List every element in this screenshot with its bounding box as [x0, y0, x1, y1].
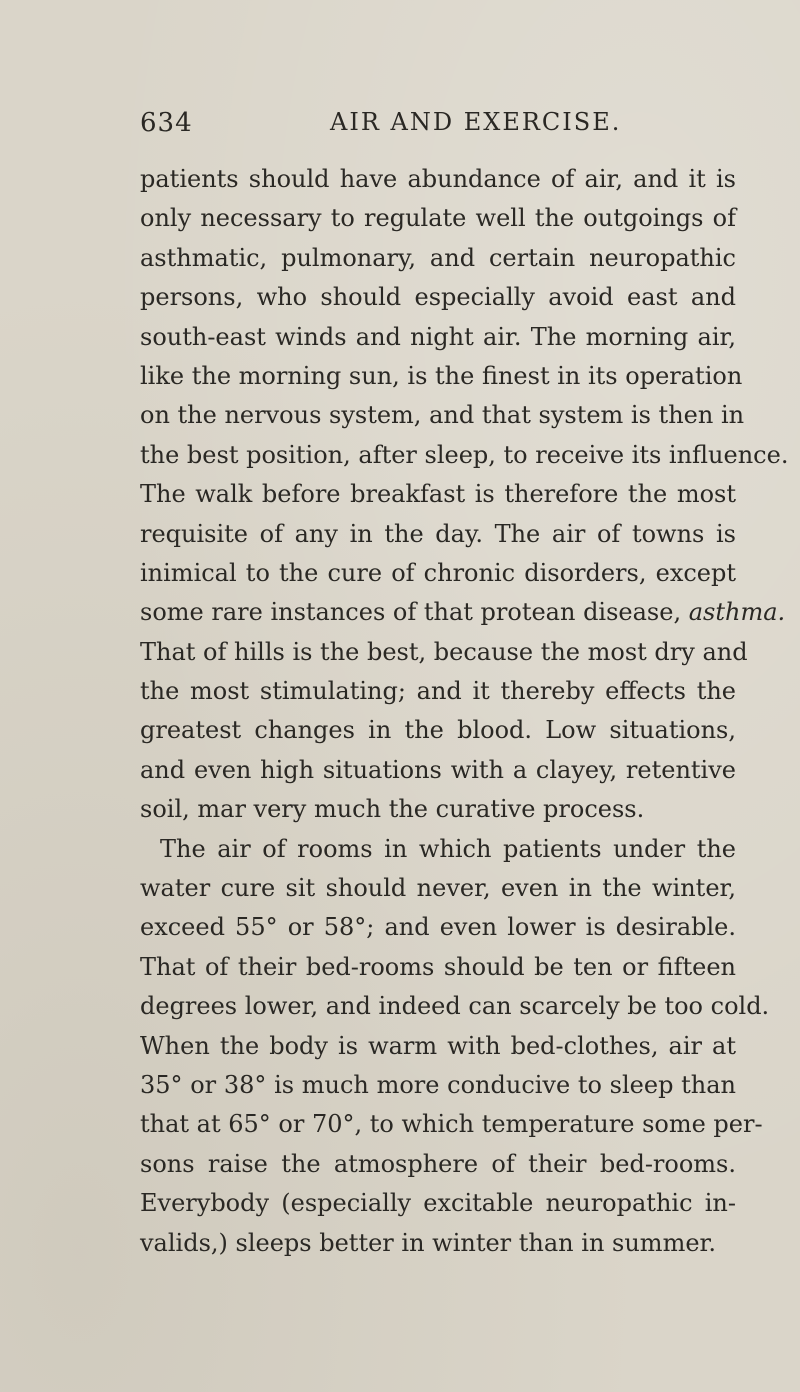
text-line-with-italic	[140, 593, 786, 632]
text-line: asthmatic, pulmonary, and certain neuropathic	[140, 243, 736, 272]
text-line: only necessary to regulate well the outgoings of	[140, 204, 736, 233]
text-line: like the morning sun, is the finest in its operation	[140, 361, 743, 390]
text-line: that at 65° or 70°, to which temperature some per-	[140, 1110, 763, 1139]
body-text	[140, 160, 789, 1263]
paragraph-start-line: The air of rooms in which patients under the	[160, 834, 736, 863]
text-line: When the body is warm with bed-clothes, air at	[140, 1031, 736, 1060]
text-line: exceed 55° or 58°; and even lower is desirable.	[140, 913, 736, 942]
text-line: Everybody (especially excitable neuropathic in-	[140, 1189, 736, 1218]
text-line: patients should have abundance of air, and it is	[140, 165, 736, 193]
text-line: and even high situations with a clayey, retentive	[140, 755, 736, 784]
running-title: AIR AND EXERCISE.	[330, 108, 622, 136]
text-line: requisite of any in the day. The air of towns is	[140, 519, 736, 548]
text-line: greatest changes in the blood. Low situations,	[140, 716, 736, 745]
text-line: The walk before breakfast is therefore the most	[140, 480, 736, 509]
text-line: That of hills is the best, because the most dry and	[140, 637, 748, 666]
page-number: 634	[140, 108, 193, 138]
running-head	[140, 108, 740, 148]
italic-term: asthma.	[688, 598, 786, 627]
text-line: on the nervous system, and that system is then in	[140, 401, 745, 430]
text-line: degrees lower, and indeed can scarcely be too cold.	[140, 992, 770, 1021]
text-line: 35° or 38° is much more conducive to sleep than	[140, 1070, 736, 1099]
text-line: sons raise the atmosphere of their bed-rooms.	[140, 1149, 736, 1178]
text-line: south-east winds and night air. The morning air,	[140, 322, 736, 351]
text-line: water cure sit should never, even in the winter,	[140, 874, 736, 903]
text-line: the best position, after sleep, to receive its influence.	[140, 440, 789, 469]
text-line: persons, who should especially avoid east and	[140, 283, 736, 312]
paragraph-end-line: valids,) sleeps better in winter than in summer.	[140, 1228, 716, 1257]
paragraph-end-line: soil, mar very much the curative process.	[140, 795, 645, 824]
text-line: inimical to the cure of chronic disorders, except	[140, 558, 736, 587]
text-segment: some rare instances of that protean disease,	[140, 598, 682, 627]
text-line: the most stimulating; and it thereby effects the	[140, 677, 736, 706]
text-line: That of their bed-rooms should be ten or fifteen	[140, 952, 736, 981]
